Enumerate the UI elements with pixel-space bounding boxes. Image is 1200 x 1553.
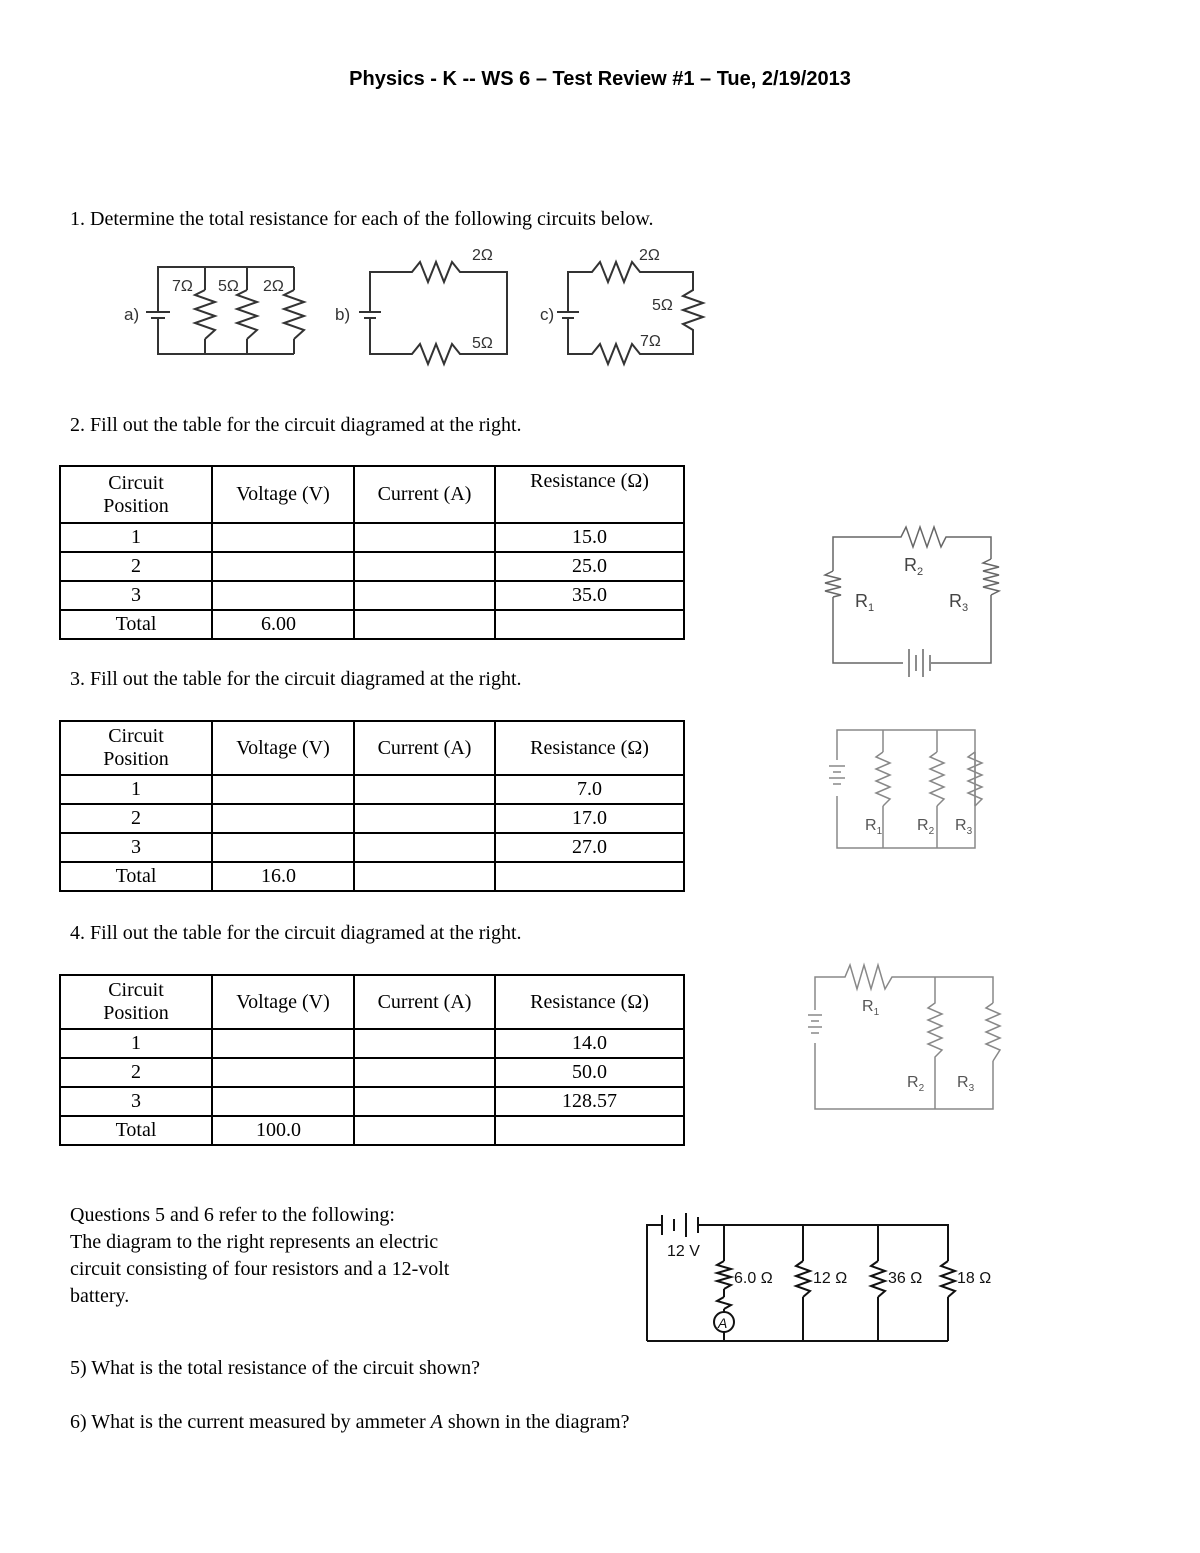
current-cell[interactable] <box>354 1029 495 1058</box>
resistance-cell: 7.0 <box>495 775 684 804</box>
header-resistance: Resistance (Ω) <box>495 721 684 775</box>
position-cell: 3 <box>60 833 212 862</box>
r1-label: $R_1$ <box>862 998 880 1018</box>
combination-circuit-diagram <box>805 955 1005 1115</box>
resistance-cell: 25.0 <box>495 552 684 581</box>
table-header-row <box>60 975 684 1029</box>
table-row <box>60 552 684 581</box>
resistance-cell: 27.0 <box>495 833 684 862</box>
resistor-label: 12 Ω <box>813 1270 848 1287</box>
circuit-b-resistor-2: 5Ω <box>472 335 493 352</box>
current-cell[interactable] <box>354 1058 495 1087</box>
r3-label: $R_3$ <box>949 591 969 614</box>
question-3-table <box>59 720 685 892</box>
intro-line: battery. <box>70 1285 130 1307</box>
current-cell[interactable] <box>354 1116 495 1145</box>
series-circuit-diagram <box>815 515 1010 690</box>
table-row <box>60 804 684 833</box>
resistance-cell: 17.0 <box>495 804 684 833</box>
table-row-total <box>60 1116 684 1145</box>
current-cell[interactable] <box>354 523 495 552</box>
question-1-text: 1. Determine the total resistance for each of the following circuits below. <box>70 208 654 230</box>
table-row <box>60 833 684 862</box>
position-cell: 3 <box>60 581 212 610</box>
position-cell: 3 <box>60 1087 212 1116</box>
header-current: Current (A) <box>354 466 495 523</box>
resistance-cell: 50.0 <box>495 1058 684 1087</box>
position-cell: 2 <box>60 804 212 833</box>
current-cell[interactable] <box>354 1087 495 1116</box>
table-row-total <box>60 610 684 639</box>
question-1-circuits <box>110 238 750 378</box>
header-resistance: Resistance (Ω) <box>495 975 684 1029</box>
current-cell[interactable] <box>354 833 495 862</box>
circuit-c-resistor-3: 7Ω <box>640 333 661 350</box>
resistance-cell: 15.0 <box>495 523 684 552</box>
intro-line: The diagram to the right represents an electric <box>70 1231 439 1253</box>
intro-line: circuit consisting of four resistors and a 12-volt <box>70 1258 450 1280</box>
header-voltage: Voltage (V) <box>212 975 354 1029</box>
resistance-cell: 14.0 <box>495 1029 684 1058</box>
circuit-b-resistor-1: 2Ω <box>472 247 493 264</box>
position-cell: Total <box>60 1116 212 1145</box>
voltage-cell[interactable] <box>212 804 354 833</box>
intro-line: Questions 5 and 6 refer to the following: <box>70 1204 395 1226</box>
r1-label: $R_1$ <box>855 591 875 614</box>
voltage-cell: 6.00 <box>212 610 354 639</box>
circuit-a-resistor-2: 5Ω <box>218 278 239 295</box>
position-cell: 1 <box>60 523 212 552</box>
position-cell: 2 <box>60 552 212 581</box>
resistance-cell[interactable] <box>495 610 684 639</box>
resistor-label: 18 Ω <box>957 1270 992 1287</box>
header-voltage: Voltage (V) <box>212 721 354 775</box>
table-row <box>60 775 684 804</box>
voltage-cell[interactable] <box>212 1087 354 1116</box>
position-cell: 1 <box>60 1029 212 1058</box>
voltage-cell: 100.0 <box>212 1116 354 1145</box>
question-6-text: 6) What is the current measured by ammeter A shown in the diagram? <box>70 1411 630 1433</box>
table-row-total <box>60 862 684 891</box>
resistor-label: 6.0 Ω <box>734 1270 773 1287</box>
circuit-c-label: c) <box>540 305 555 324</box>
resistor-label: 36 Ω <box>888 1270 923 1287</box>
current-cell[interactable] <box>354 610 495 639</box>
r2-label: $R_2$ <box>917 817 935 837</box>
question-2-text: 2. Fill out the table for the circuit diagramed at the right. <box>70 414 522 436</box>
current-cell[interactable] <box>354 775 495 804</box>
r1-label: $R_1$ <box>865 817 883 837</box>
circuit-b-label: b) <box>335 305 351 324</box>
circuit-c <box>557 262 703 364</box>
voltage-cell[interactable] <box>212 775 354 804</box>
current-cell[interactable] <box>354 552 495 581</box>
battery-label: 12 V <box>667 1243 700 1260</box>
header-voltage: Voltage (V) <box>212 466 354 523</box>
table-header-row <box>60 466 684 523</box>
question-4-table <box>59 974 685 1146</box>
resistance-cell: 128.57 <box>495 1087 684 1116</box>
position-cell: Total <box>60 610 212 639</box>
table-header-row <box>60 721 684 775</box>
position-cell: 1 <box>60 775 212 804</box>
header-resistance: Resistance (Ω) <box>495 466 684 523</box>
circuit-a-label: a) <box>124 305 140 324</box>
ammeter-circuit-diagram <box>640 1205 1010 1350</box>
circuit-c-resistor-2: 5Ω <box>652 297 673 314</box>
circuit-c-resistor-1: 2Ω <box>639 247 660 264</box>
question-4-text: 4. Fill out the table for the circuit diagramed at the right. <box>70 922 522 944</box>
voltage-cell[interactable] <box>212 1058 354 1087</box>
questions-5-6-intro <box>70 1202 610 1310</box>
resistance-cell[interactable] <box>495 862 684 891</box>
resistance-cell: 35.0 <box>495 581 684 610</box>
question-5-text: 5) What is the total resistance of the circuit shown? <box>70 1357 481 1379</box>
table-row <box>60 1058 684 1087</box>
table-row <box>60 523 684 552</box>
table-row <box>60 1029 684 1058</box>
resistance-cell[interactable] <box>495 1116 684 1145</box>
position-cell: 2 <box>60 1058 212 1087</box>
header-position: Circuit Position <box>60 975 212 1029</box>
question-2-table <box>59 465 685 640</box>
header-position: Circuit Position <box>60 721 212 775</box>
voltage-cell[interactable] <box>212 581 354 610</box>
current-cell[interactable] <box>354 862 495 891</box>
r2-label: $R_2$ <box>904 555 924 578</box>
ammeter-icon: A <box>718 1315 728 1331</box>
voltage-cell[interactable] <box>212 552 354 581</box>
page-title: Physics - K -- WS 6 – Test Review #1 – Tue, 2/19/2013 <box>349 68 851 90</box>
position-cell: Total <box>60 862 212 891</box>
current-cell[interactable] <box>354 581 495 610</box>
voltage-cell: 16.0 <box>212 862 354 891</box>
header-current: Current (A) <box>354 975 495 1029</box>
voltage-cell[interactable] <box>212 523 354 552</box>
voltage-cell[interactable] <box>212 1029 354 1058</box>
circuit-a-resistor-3: 2Ω <box>263 278 284 295</box>
header-current: Current (A) <box>354 721 495 775</box>
circuit-a-resistor-1: 7Ω <box>172 278 193 295</box>
table-row <box>60 1087 684 1116</box>
r3-label: $R_3$ <box>957 1074 975 1094</box>
r2-label: $R_2$ <box>907 1074 925 1094</box>
current-cell[interactable] <box>354 804 495 833</box>
header-position: Circuit Position <box>60 466 212 523</box>
parallel-circuit-diagram <box>825 720 985 855</box>
voltage-cell[interactable] <box>212 833 354 862</box>
r3-label: $R_3$ <box>955 817 973 837</box>
table-row <box>60 581 684 610</box>
question-3-text: 3. Fill out the table for the circuit diagramed at the right. <box>70 668 522 690</box>
